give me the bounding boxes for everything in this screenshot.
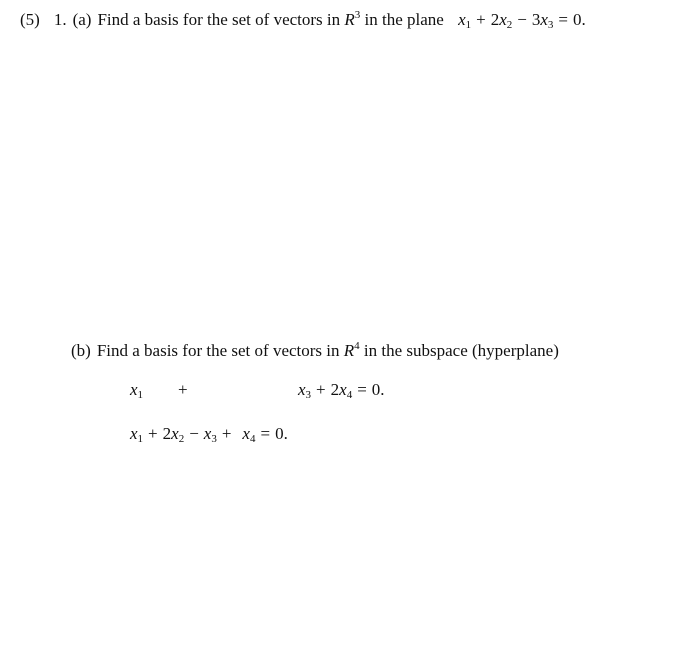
problem-number: 1. [53, 10, 67, 29]
problem-1b-line [71, 341, 559, 361]
part-b-label: (b) [71, 341, 91, 360]
part-a-text-after: in the plane [364, 10, 444, 29]
part-b-text: Find a basis for the set of vectors in [96, 341, 340, 360]
problem-points: (5) [20, 10, 40, 29]
problem-1a-line [20, 10, 586, 30]
part-b-space: $R^4$ [343, 340, 360, 360]
part-a-text: Find a basis for the set of vectors in [97, 10, 341, 29]
part-b-equation-2: $x_1 + 2x_2 - x_3 + x_4 = 0$. [130, 424, 288, 445]
part-b-text-after: in the subspace (hyperplane) [363, 341, 559, 360]
part-a-space: $R^3$ [344, 9, 361, 29]
part-a-label: (a) [72, 10, 92, 29]
part-b-equation-1: $x_1 + x_3 + 2x_4 = 0$. [130, 380, 385, 401]
part-a-equation: $x_1 + 2x_2 - 3x_3 = 0$. [458, 10, 586, 31]
